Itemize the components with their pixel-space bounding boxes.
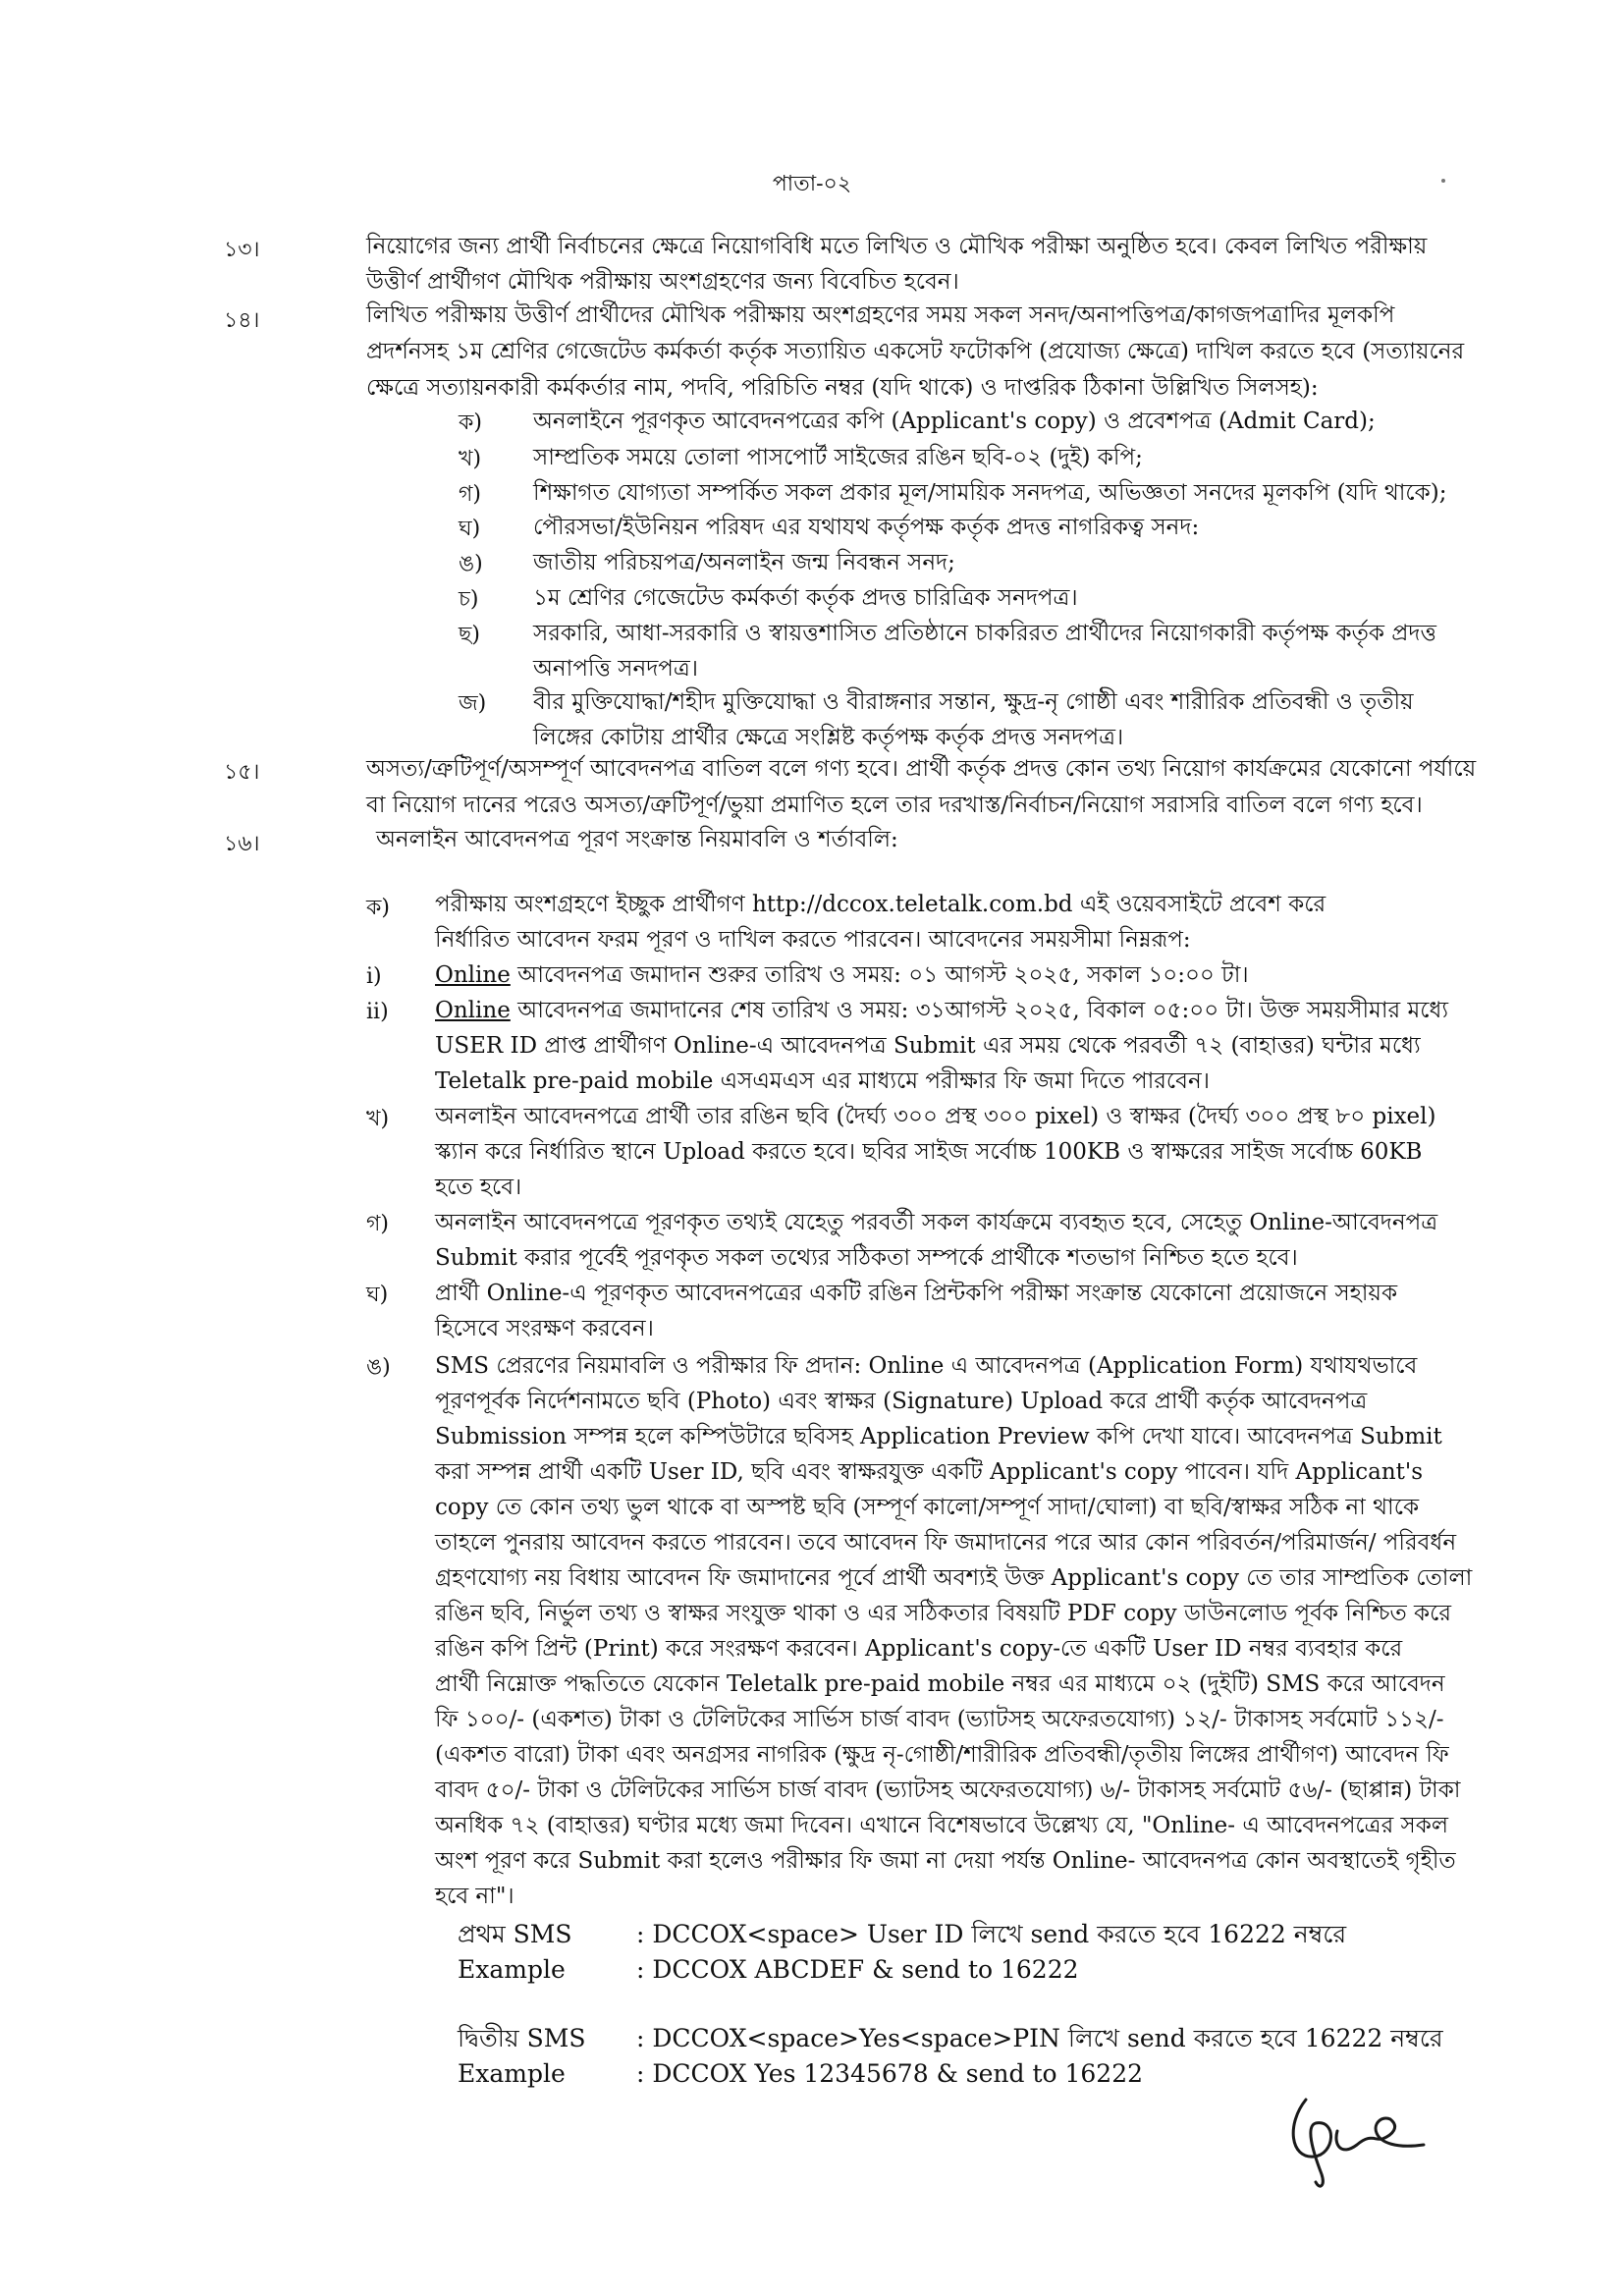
s16-item-ii-marker: ii) <box>366 1000 389 1024</box>
sms-second-label: দ্বিতীয় SMS <box>458 2024 586 2052</box>
s16-item-kha-text-2: স্ক্যান করে নির্ধারিত স্থানে Upload করতে হবে। ছবির সাইজ সর্বোচ্চ 100KB ও স্বাক্ষরের সাইজ সর্বোচ্চ 60KB <box>435 1139 1423 1165</box>
s16-item-uma-text-13: বাবদ ৫০/- টাকা ও টেলিটকের সার্ভিস চার্জ বাবদ (ভ্যাটসহ অফেরতযোগ্য) ৬/- টাকাসহ সর্বমোট ৫৬/- (ছাপ্পান্ন) টাকা <box>435 1777 1461 1803</box>
s14-item-8-marker: জ) <box>459 691 487 716</box>
s16-item-ga-marker: গ) <box>366 1212 390 1236</box>
s14-item-7-text-1: সরকারি, আধা-সরকারি ও স্বায়ত্তশাসিত প্রতিষ্ঠানে চাকরিরত প্রার্থীদের নিয়োগকারী কর্তৃপক্ষ কর্তৃক প্রদত্ত <box>533 621 1436 646</box>
s16-item-ii-rest: আবেদনপত্র জমাদানের শেষ তারিখ ও সময়: ৩১আগস্ট ২০২৫, বিকাল ০৫:০০ টা। উক্ত সময়সীমার মধ্যে <box>510 998 1449 1023</box>
sms-first-example-label: Example <box>458 1955 566 1984</box>
section-15-number: ১৫। <box>224 760 260 785</box>
s16-item-uma-text-11: ফি ১০০/- (একশত) টাকা ও টেলিটকের সার্ভিস চার্জ বাবদ (ভ্যাটসহ অফেরতযোগ্য) ১২/- টাকাসহ সর্বমোট ১১২/- <box>435 1707 1444 1732</box>
s16-item-uma-text-15: অংশ পূরণ করে Submit করা হলেও পরীক্ষার ফি জমা না দেয়া পর্যন্ত Online- আবেদনপত্র কোন অবস্থাতেই গৃহীত <box>435 1848 1456 1874</box>
s14-item-3-text: শিক্ষাগত যোগ্যতা সম্পর্কিত সকল প্রকার মূল/সাময়িক সনদপত্র, অভিজ্ঞতা সনদের মূলকপি (যদি থাকে); <box>533 480 1447 506</box>
s16-item-ka-text-2: নির্ধারিত আবেদন ফরম পূরণ ও দাখিল করতে পারবেন। আবেদনের সময়সীমা নিম্নরূপ: <box>435 927 1191 953</box>
section-13-line-1: নিয়োগের জন্য প্রার্থী নির্বাচনের ক্ষেত্রে নিয়োগবিধি মতে লিখিত ও মৌখিক পরীক্ষা অনুষ্ঠিত হবে। কেবল লিখিত পরীক্ষায় <box>366 234 1428 259</box>
s16-item-uma-text-4: করা সম্পন্ন প্রার্থী একটি User ID, ছবি এবং স্বাক্ষরযুক্ত একটি Applicant's copy পাবেন। যদি Applicant's <box>435 1459 1424 1485</box>
s16-item-uma-text-6: তাহলে পুনরায় আবেদন করতে পারবেন। তবে আবেদন ফি জমাদানের পরে আর কোন পরিবর্তন/পরিমার্জন/ পরিবর্ধন <box>435 1530 1457 1556</box>
scan-dot <box>1441 179 1445 183</box>
s16-item-uma-marker: ঙ) <box>366 1355 391 1380</box>
s16-item-uma-text-9: রঙিন কপি প্রিন্ট (Print) করে সংরক্ষণ করবেন। Applicant's copy-তে একটি User ID নম্বর ব্যবহার করে <box>435 1636 1403 1662</box>
s16-item-gha-text-1: প্রার্থী Online-এ পূরণকৃত আবেদনপত্রের একটি রঙিন প্রিন্টকপি পরীক্ষা সংক্রান্ত যেকোনো প্রয়োজনে সহায়ক <box>435 1281 1398 1306</box>
sms-second-value: : DCCOX<space>Yes<space>PIN লিখে send করতে হবে 16222 নম্বরে <box>636 2024 1443 2052</box>
s16-item-ka-marker: ক) <box>366 896 390 920</box>
section-13-number: ১৩। <box>224 238 260 262</box>
s14-item-5-text: জাতীয় পরিচয়পত্র/অনলাইন জন্ম নিবন্ধন সনদ; <box>533 550 955 575</box>
s16-item-ii-text-3: Teletalk pre-paid mobile এসএমএস এর মাধ্যমে পরীক্ষার ফি জমা দিতে পারবেন। <box>435 1068 1210 1094</box>
section-14-line-3: ক্ষেত্রে সত্যায়নকারী কর্মকর্তার নাম, পদবি, পরিচিতি নম্বর (যদি থাকে) ও দাপ্তরিক ঠিকানা উল্লিখিত সিলসহ): <box>366 375 1319 401</box>
s14-item-5-marker: ঙ) <box>459 552 483 576</box>
s14-item-7-text-2: অনাপত্তি সনদপত্র। <box>533 656 699 682</box>
section-15-line-2: বা নিয়োগ দানের পরেও অসত্য/ত্রুটিপূর্ণ/ভুয়া প্রমাণিত হলে তার দরখাস্ত/নির্বাচন/নিয়োগ সরাসরি বাতিল বলে গণ্য হবে। <box>366 793 1423 818</box>
s16-item-uma-text-14: অনধিক ৭২ (বাহাত্তর) ঘণ্টার মধ্যে জমা দিবেন। এখানে বিশেষভাবে উল্লেখ্য যে, "Online- এ আবেদনপত্রের সকল <box>435 1813 1448 1838</box>
s16-item-ii-text-1 <box>435 996 1448 1025</box>
s14-item-3-marker: গ) <box>459 482 482 507</box>
section-14-line-1: লিখিত পরীক্ষায় উত্তীর্ণ প্রার্থীদের মৌখিক পরীক্ষায় অংশগ্রহণের সময় সকল সনদ/অনাপত্তিপত্র/কাগজপত্রাদির মূলকপি <box>366 302 1395 328</box>
s16-item-ga-text-1: অনলাইন আবেদনপত্রে পূরণকৃত তথ্যই যেহেতু পরবর্তী সকল কার্যক্রমে ব্যবহৃত হবে, সেহেতু Online-আবেদনপত্র <box>435 1210 1438 1235</box>
s16-item-ka-text-1: পরীক্ষায় অংশগ্রহণে ইচ্ছুক প্রার্থীগণ http://dccox.teletalk.com.bd এই ওয়েবসাইটে প্রবেশ করে <box>435 892 1326 917</box>
s14-item-4-marker: ঘ) <box>459 517 481 541</box>
handwritten-signature <box>1276 2080 1434 2198</box>
s16-item-kha-text-1: অনলাইন আবেদনপত্রে প্রার্থী তার রঙিন ছবি (দৈর্ঘ্য ৩০০ প্রস্থ ৩০০ pixel) ও স্বাক্ষর (দৈর্ঘ্য ৩০০ প্রস্থ ৮০ pixel) <box>435 1104 1436 1129</box>
s16-item-ga-text-2: Submit করার পূর্বেই পূরণকৃত সকল তথ্যের সঠিকতা সম্পর্কে প্রার্থীকে শতভাগ নিশ্চিত হতে হবে। <box>435 1245 1298 1271</box>
s14-item-1-text: অনলাইনে পূরণকৃত আবেদনপত্রের কপি (Applicant's copy) ও প্রবেশপত্র (Admit Card); <box>533 409 1376 434</box>
page-number: পাতা-০২ <box>772 172 852 196</box>
s16-item-kha-marker: খ) <box>366 1107 390 1131</box>
s16-item-ii-text-2: USER ID প্রাপ্ত প্রার্থীগণ Online-এ আবেদনপত্র Submit এর সময় থেকে পরবর্তী ৭২ (বাহাত্তর) ঘন্টার মধ্যে <box>435 1033 1421 1059</box>
s16-item-uma-text-7: গ্রহণযোগ্য নয় বিধায় আবেদন ফি জমাদানের পূর্বে প্রার্থী অবশ্যই উক্ত Applicant's copy তে তার সাম্প্রতিক তোলা <box>435 1565 1473 1591</box>
section-15-line-1: অসত্য/ত্রুটিপূর্ণ/অসম্পূর্ণ আবেদনপত্র বাতিল বলে গণ্য হবে। প্রার্থী কর্তৃক প্রদত্ত কোন তথ্য নিয়োগ কার্যক্রমের যেকোনো পর্যায়ে <box>366 756 1477 782</box>
s14-item-2-text: সাম্প্রতিক সময়ে তোলা পাসপোর্ট সাইজের রঙিন ছবি-০২ (দুই) কপি; <box>533 445 1143 470</box>
s16-item-uma-text-8: রঙিন ছবি, নির্ভুল তথ্য ও স্বাক্ষর সংযুক্ত থাকা ও এর সঠিকতার বিষয়টি PDF copy ডাউনলোড পূর্বক নিশ্চিত করে <box>435 1601 1451 1626</box>
sms-first-value: : DCCOX<space> User ID লিখে send করতে হবে 16222 নম্বরে <box>636 1920 1347 1948</box>
section-13-line-2: উত্তীর্ণ প্রার্থীগণ মৌখিক পরীক্ষায় অংশগ্রহণের জন্য বিবেচিত হবেন। <box>366 269 959 295</box>
s16-item-uma-text-5: copy তে কোন তথ্য ভুল থাকে বা অস্পষ্ট ছবি (সম্পূর্ণ কালো/সম্পূর্ণ সাদা/ঘোলা) বা ছবি/স্বাক্ষর সঠিক না থাকে <box>435 1495 1420 1520</box>
section-16-heading: অনলাইন আবেদনপত্র পূরণ সংক্রান্ত নিয়মাবলি ও শর্তাবলি: <box>376 827 898 852</box>
s16-item-i-text <box>435 960 1249 990</box>
s16-item-uma-text-1: SMS প্রেরণের নিয়মাবলি ও পরীক্ষার ফি প্রদান: Online এ আবেদনপত্র (Application Form) যথাযথভাবে <box>435 1353 1418 1379</box>
section-14-number: ১৪। <box>224 308 260 333</box>
s16-item-uma-text-12: (একশত বারো) টাকা এবং অনগ্রসর নাগরিক (ক্ষুদ্র নৃ-গোষ্ঠী/শারীরিক প্রতিবন্ধী/তৃতীয় লিঙ্গের প্রার্থীগণ) আবেদন ফি <box>435 1742 1449 1768</box>
s14-item-4-text: পৌরসভা/ইউনিয়ন পরিষদ এর যথাযথ কর্তৃপক্ষ কর্তৃক প্রদত্ত নাগরিকত্ব সনদ: <box>533 515 1200 540</box>
s16-item-kha-text-3: হতে হবে। <box>435 1175 522 1200</box>
s16-item-gha-marker: ঘ) <box>366 1283 389 1307</box>
s16-item-ii-online: Online <box>435 998 511 1023</box>
s14-item-6-text: ১ম শ্রেণির গেজেটেড কর্মকর্তা কর্তৃক প্রদত্ত চারিত্রিক সনদপত্র। <box>533 585 1078 611</box>
s16-item-uma-text-3: Submission সম্পন্ন হলে কম্পিউটারে ছবিসহ Application Preview কপি দেখা যাবে। আবেদনপত্র Submit <box>435 1424 1442 1449</box>
s14-item-7-marker: ছ) <box>459 623 480 647</box>
s16-item-uma-text-16: হবে না"। <box>435 1884 514 1909</box>
s16-item-gha-text-2: হিসেবে সংরক্ষণ করবেন। <box>435 1316 654 1341</box>
sms-second-example-value: : DCCOX Yes 12345678 & send to 16222 <box>636 2059 1144 2088</box>
s16-item-i-online: Online <box>435 962 511 988</box>
s16-item-uma-text-10: প্রার্থী নিম্নোক্ত পদ্ধতিতে যেকোন Teletalk pre-paid mobile নম্বর এর মাধ্যমে ০২ (দুইটি) SMS করে আবেদন <box>435 1671 1445 1697</box>
s14-item-8-text-2: লিঙ্গের কোটায় প্রার্থীর ক্ষেত্রে সংশ্লিষ্ট কর্তৃপক্ষ কর্তৃক প্রদত্ত সনদপত্র। <box>533 725 1124 750</box>
sms-second-example-label: Example <box>458 2059 566 2088</box>
s14-item-6-marker: চ) <box>459 587 479 612</box>
s16-item-i-rest: আবেদনপত্র জমাদান শুরুর তারিখ ও সময়: ০১ আগস্ট ২০২৫, সকাল ১০:০০ টা। <box>510 962 1249 988</box>
section-16-number: ১৬। <box>224 832 260 856</box>
s14-item-1-marker: ক) <box>459 410 482 435</box>
sms-first-example-value: : DCCOX ABCDEF & send to 16222 <box>636 1955 1079 1984</box>
sms-first-label: প্রথম SMS <box>458 1920 572 1948</box>
s14-item-8-text-1: বীর মুক্তিযোদ্ধা/শহীদ মুক্তিযোদ্ধা ও বীরাঙ্গনার সন্তান, ক্ষুদ্র-নৃ গোষ্ঠী এবং শারীরিক প্রতিবন্ধী ও তৃতীয় <box>533 689 1414 715</box>
s16-item-i-marker: i) <box>366 964 382 989</box>
s16-item-uma-text-2: পূরণপূর্বক নির্দেশনামতে ছবি (Photo) এবং স্বাক্ষর (Signature) Upload করে প্রার্থী কর্তৃক আবেদনপত্র <box>435 1389 1368 1414</box>
s14-item-2-marker: খ) <box>459 447 482 471</box>
section-14-line-2: প্রদর্শনসহ ১ম শ্রেণির গেজেটেড কর্মকর্তা কর্তৃক সত্যায়িত একসেট ফটোকপি (প্রযোজ্য ক্ষেত্রে) দাখিল করতে হবে (সত্যায়নের <box>366 339 1465 364</box>
